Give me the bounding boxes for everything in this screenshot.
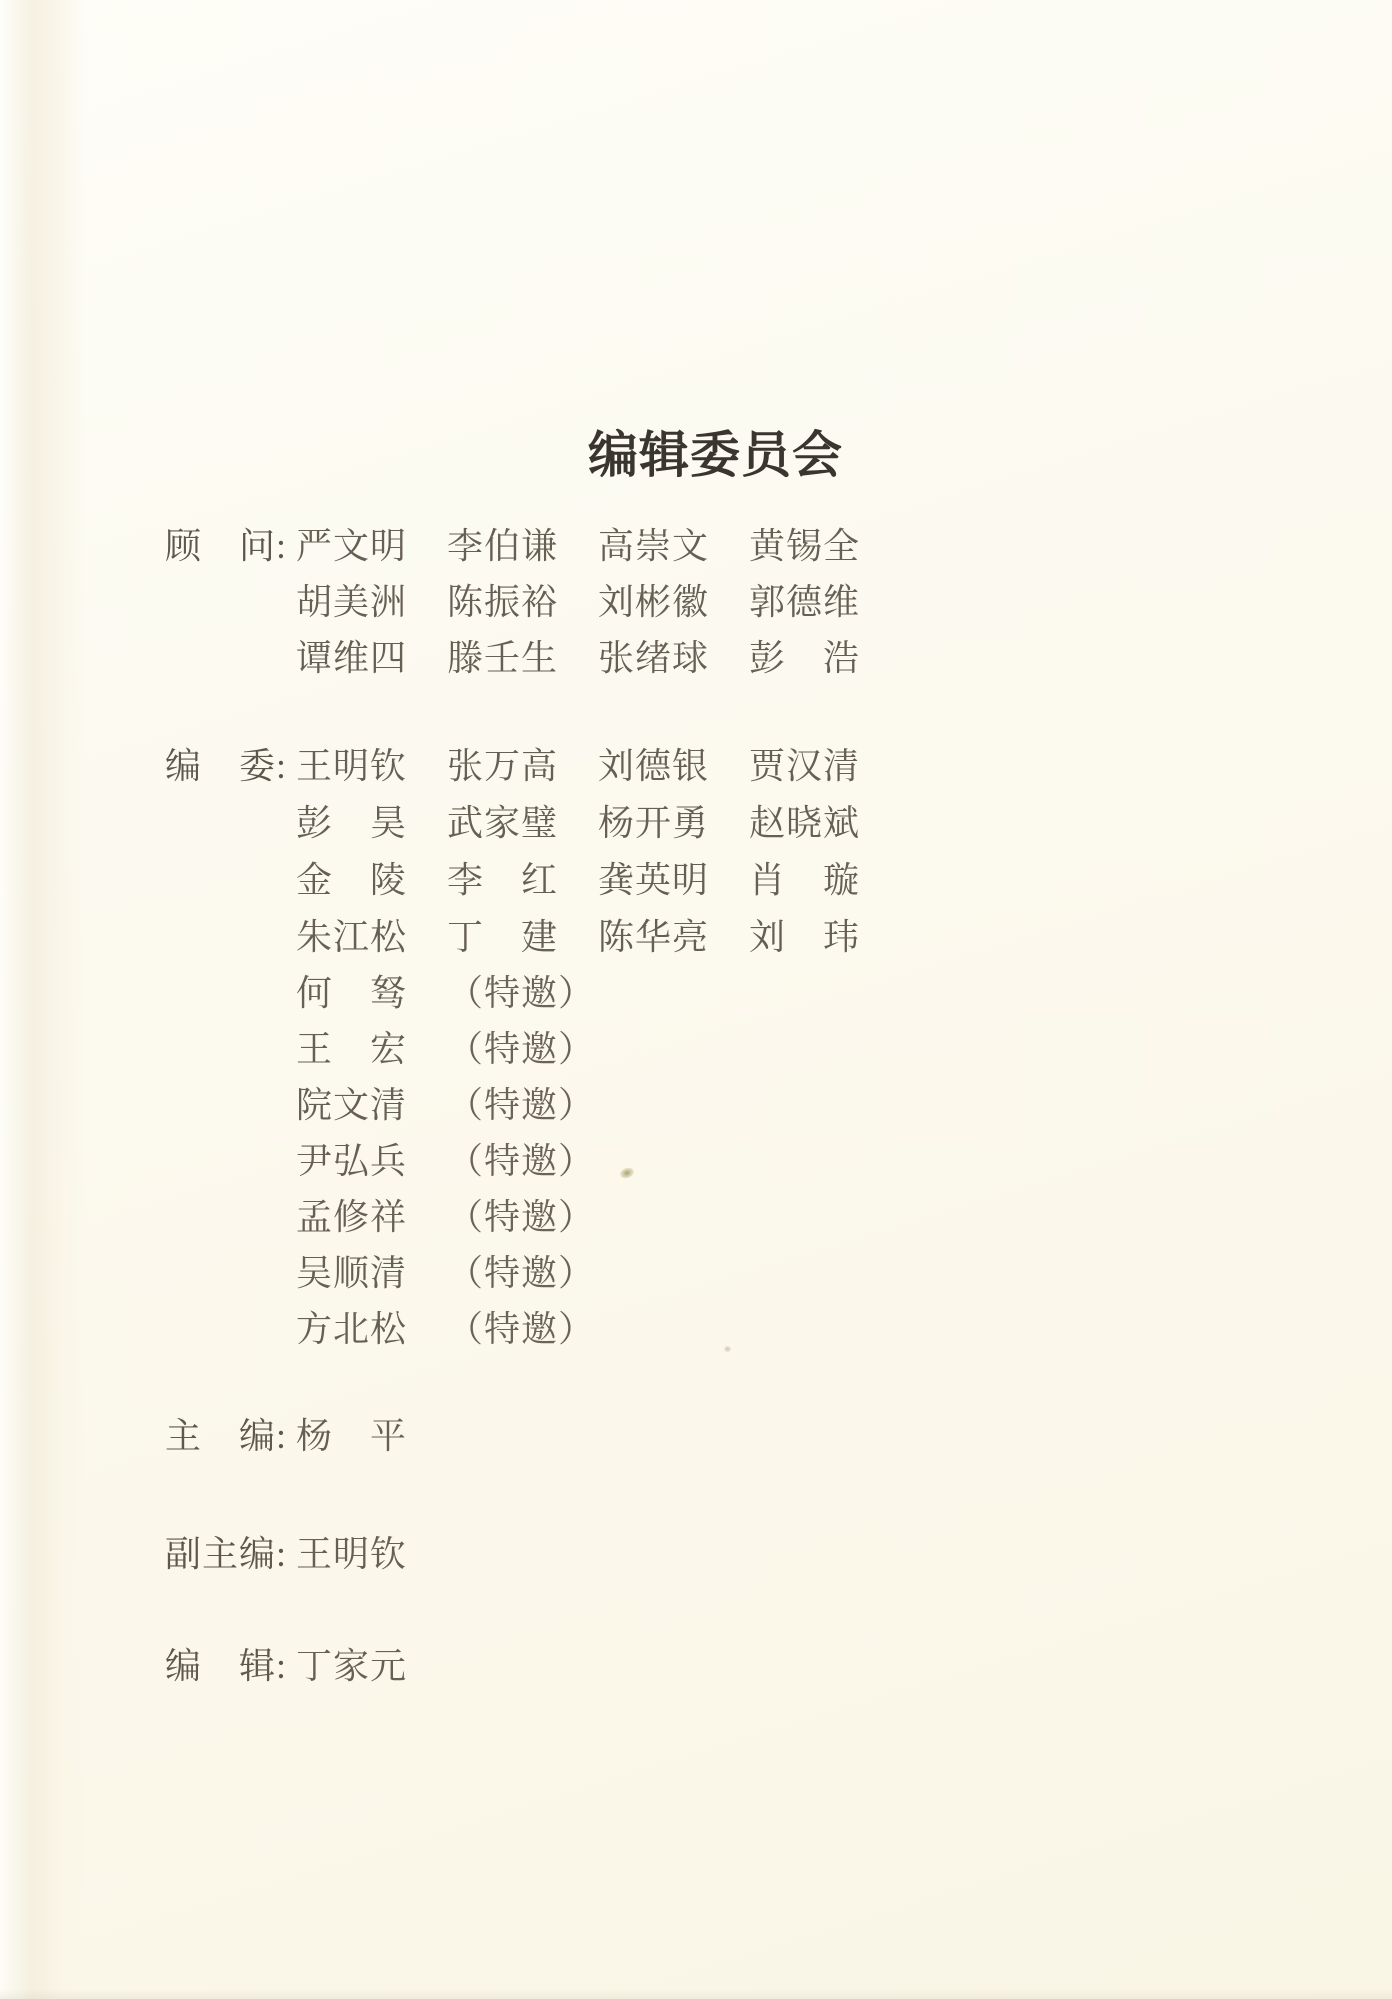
- invited-note: （特邀）: [447, 1309, 596, 1349]
- person-name: 彭 昊: [296, 803, 408, 843]
- person-name: 武家璧: [447, 803, 559, 843]
- person-name: 丁 建: [447, 917, 559, 957]
- invited-member-row: [165, 1301, 595, 1352]
- invited-note: （特邀）: [447, 1253, 596, 1293]
- editorial-board-row: [165, 852, 900, 903]
- invited-note: （特邀）: [447, 1029, 596, 1069]
- deputy-chief-editor-row: [165, 1526, 447, 1577]
- invited-note: （特邀）: [447, 1197, 596, 1237]
- invited-note: （特邀）: [447, 1085, 596, 1125]
- person-name: 黄锡全: [749, 526, 861, 566]
- person-name: 郭德维: [749, 582, 861, 622]
- advisors-row: [165, 518, 900, 569]
- person-name: 孟修祥: [296, 1197, 408, 1237]
- person-name: 杨开勇: [598, 803, 710, 843]
- scan-speck: [724, 1346, 731, 1352]
- person-name: 赵晓斌: [749, 803, 861, 843]
- person-name: 朱江松: [296, 917, 408, 957]
- person-name: 陈华亮: [598, 917, 710, 957]
- person-name: 杨 平: [296, 1416, 408, 1456]
- page-title: 编辑委员会: [588, 426, 843, 483]
- invited-note: （特邀）: [447, 1141, 596, 1181]
- person-name: 张绪球: [598, 638, 710, 678]
- person-name: 胡美洲: [296, 582, 408, 622]
- person-name: 刘 玮: [749, 917, 861, 957]
- invited-member-row: [165, 1189, 595, 1240]
- person-name: 何 驽: [296, 973, 408, 1013]
- invited-member-row: [165, 1077, 595, 1128]
- advisors-row: [165, 630, 900, 681]
- person-name: 滕壬生: [447, 638, 559, 678]
- person-name: 谭维四: [296, 638, 408, 678]
- person-name: 王 宏: [296, 1029, 408, 1069]
- person-name: 肖 璇: [749, 860, 861, 900]
- person-name: 刘德银: [598, 746, 710, 786]
- person-name: 吴顺清: [296, 1253, 408, 1293]
- invited-member-row: [165, 1245, 595, 1296]
- person-name: 尹弘兵: [296, 1141, 408, 1181]
- person-name: 丁家元: [296, 1646, 408, 1686]
- person-name: 严文明: [296, 526, 408, 566]
- person-name: 龚英明: [598, 860, 710, 900]
- person-name: 彭 浩: [749, 638, 861, 678]
- invited-member-row: [165, 965, 595, 1016]
- person-name: 陈振裕: [447, 582, 559, 622]
- chief-editor-label: 主 编:: [165, 1416, 288, 1456]
- person-name: 院文清: [296, 1085, 408, 1125]
- chief-editor-row: [165, 1408, 447, 1459]
- editorial-board-label: 编 委:: [165, 746, 288, 786]
- person-name: 张万高: [447, 746, 559, 786]
- deputy-chief-editor-label: 副主编:: [165, 1534, 288, 1574]
- scan-bottom-edge-shadow: [0, 1989, 1392, 1999]
- editorial-board-row: [165, 795, 900, 846]
- editor-label: 编 辑:: [165, 1646, 288, 1686]
- editorial-board-row: [165, 909, 900, 960]
- person-name: 王明钦: [296, 746, 408, 786]
- person-name: 贾汉清: [749, 746, 861, 786]
- person-name: 高崇文: [598, 526, 710, 566]
- person-name: 李 红: [447, 860, 559, 900]
- editor-row: [165, 1638, 447, 1689]
- person-name: 刘彬徽: [598, 582, 710, 622]
- invited-member-row: [165, 1133, 595, 1184]
- page-gutter-shadow: [0, 0, 86, 1999]
- editorial-board-row: [165, 738, 900, 789]
- person-name: 金 陵: [296, 860, 408, 900]
- invited-member-row: [165, 1021, 595, 1072]
- person-name: 方北松: [296, 1309, 408, 1349]
- person-name: 王明钦: [296, 1534, 408, 1574]
- person-name: 李伯谦: [447, 526, 559, 566]
- scan-speck: [619, 1166, 636, 1180]
- advisors-row: [165, 574, 900, 625]
- advisors-label: 顾 问:: [165, 526, 288, 566]
- invited-note: （特邀）: [447, 973, 596, 1013]
